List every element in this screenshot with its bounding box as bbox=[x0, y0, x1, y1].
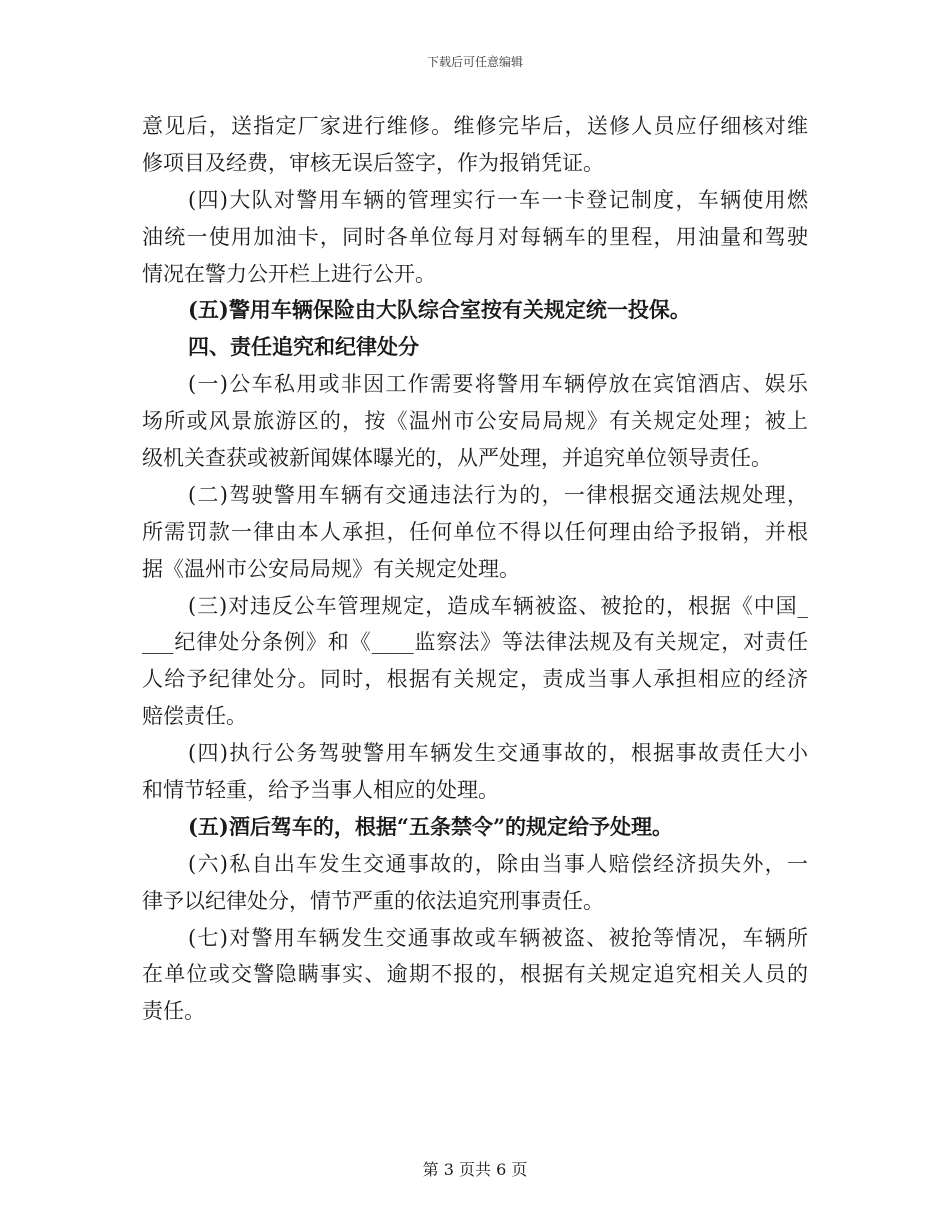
body-line: 律予以纪律处分，情节严重的依法追究刑事责任。 bbox=[142, 888, 604, 913]
body-line: 据《温州市公安局局规》有关规定处理。 bbox=[142, 556, 520, 581]
body-line: (四)大队对警用车辆的管理实行一车一卡登记制度，车辆使用燃 bbox=[188, 187, 808, 212]
body-line: 和情节轻重，给予当事人相应的处理。 bbox=[142, 778, 499, 803]
bold-clause: (五)警用车辆保险由大队综合室按有关规定统一投保。 bbox=[188, 297, 691, 323]
body-line: 油统一使用加油卡，同时各单位每月对每辆车的里程，用油量和驾驶 bbox=[142, 224, 808, 249]
body-line: 场所或风景旅游区的，按《温州市公安局局规》有关规定处理；被上 bbox=[142, 409, 808, 434]
body-line: 修项目及经费，审核无误后签字，作为报销凭证。 bbox=[142, 150, 604, 175]
body-line: 所需罚款一律由本人承担，任何单位不得以任何理由给予报销，并根 bbox=[142, 519, 808, 544]
body-line: (三)对违反公车管理规定，造成车辆被盗、被抢的，根据《中国_ bbox=[188, 593, 808, 618]
body-line: (二)驾驶警用车辆有交通违法行为的，一律根据交通法规处理， bbox=[188, 482, 808, 507]
bold-clause: (五)酒后驾车的，根据“五条禁令”的规定给予处理。 bbox=[188, 813, 674, 839]
body-line: 级机关查获或被新闻媒体曝光的，从严处理，并追究单位领导责任。 bbox=[142, 446, 772, 471]
body-line: (一)公车私用或非因工作需要将警用车辆停放在宾馆酒店、娱乐 bbox=[188, 372, 808, 397]
body-line: (七)对警用车辆发生交通事故或车辆被盗、被抢等情况，车辆所 bbox=[188, 925, 808, 950]
body-line: 责任。 bbox=[142, 999, 205, 1024]
body-line: (六)私自出车发生交通事故的，除由当事人赔偿经济损失外，一 bbox=[188, 851, 808, 876]
page-header: 下载后可任意编辑 bbox=[426, 55, 523, 69]
page-number: 第 3 页共 6 页 bbox=[422, 1160, 528, 1179]
body-line: 情况在警力公开栏上进行公开。 bbox=[142, 261, 436, 286]
body-line: 意见后，送指定厂家进行维修。维修完毕后，送修人员应仔细核对维 bbox=[142, 114, 808, 138]
body-line: 人给予纪律处分。同时，根据有关规定，责成当事人承担相应的经济 bbox=[142, 667, 808, 692]
document-body bbox=[142, 108, 808, 1030]
body-line: 赔偿责任。 bbox=[142, 704, 247, 729]
section-heading: 四、责任追究和纪律处分 bbox=[188, 334, 419, 360]
body-line: 在单位或交警隐瞒事实、逾期不报的，根据有关规定追究相关人员的 bbox=[142, 962, 808, 987]
body-line: ___纪律处分条例》和《____监察法》等法律法规及有关规定，对责任 bbox=[142, 630, 808, 655]
body-line: (四)执行公务驾驶警用车辆发生交通事故的，根据事故责任大小 bbox=[188, 741, 808, 766]
